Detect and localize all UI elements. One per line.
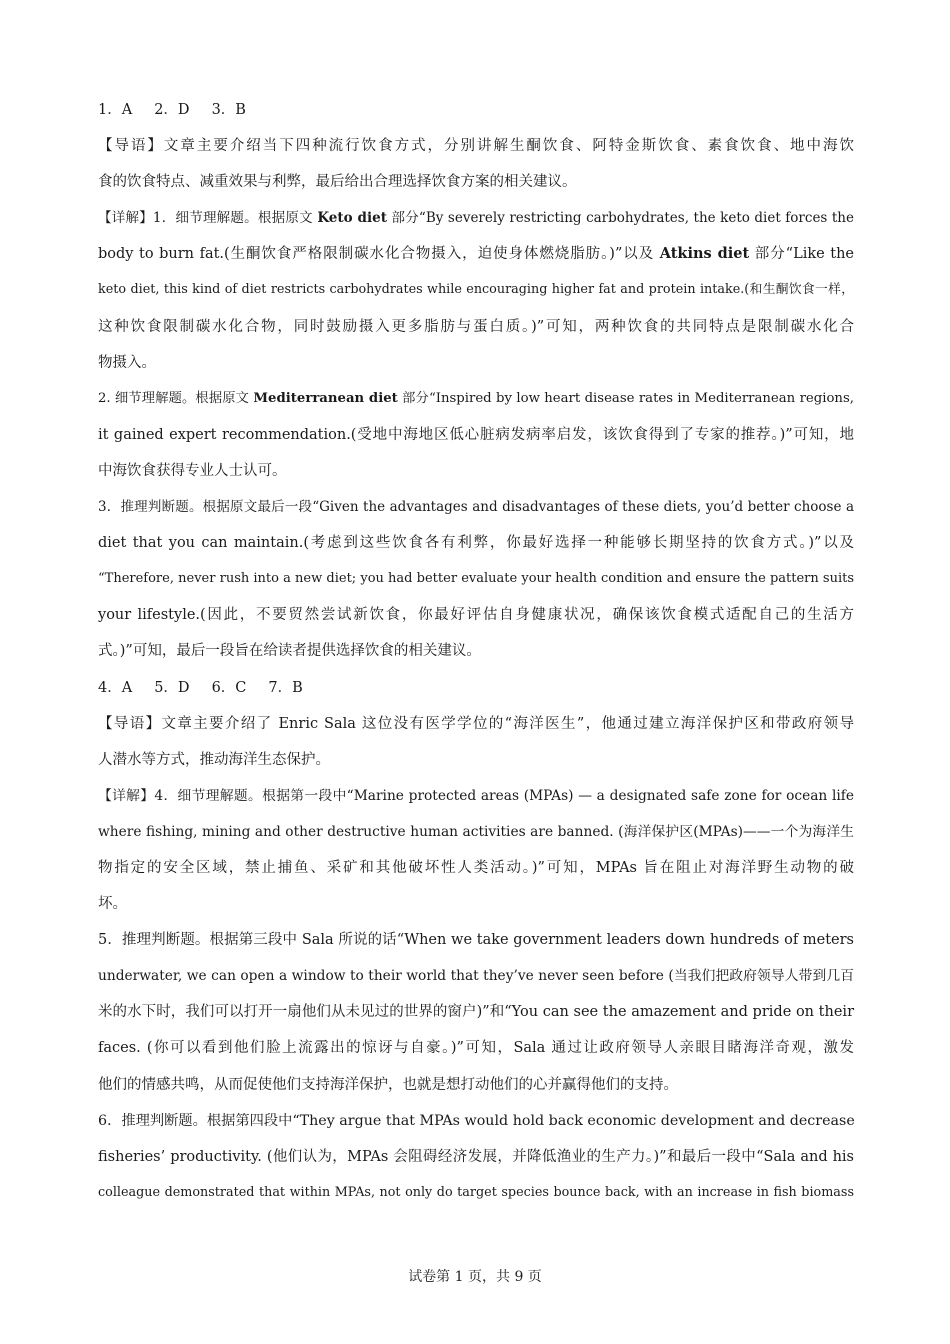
text-line: keto diet, this kind of diet restricts carbohydrates while encouraging higher fat and protein intake.(和生酮饮食一样， (98, 282, 854, 298)
answer-item: 1．A (98, 102, 133, 118)
text-line: 人潜水等方式，推动海洋生态保护。 (98, 751, 330, 768)
answer-item: 2．D (154, 102, 190, 118)
text-line: 【详解】4．细节理解题。根据第一段中“Marine protected areas (MPAs) — a designated safe zone for ocean life (98, 787, 854, 804)
text-line (98, 200, 854, 236)
answer-item: 7．B (268, 679, 303, 696)
text-line: 坏。 (98, 896, 127, 913)
text-line: 物指定的安全区域，禁止捕鱼、采矿和其他破坏性人类活动。)”可知，MPAs 旨在阻止对海洋野生动物的破 (98, 859, 854, 876)
section-name-bold: Atkins diet (659, 245, 750, 263)
text-line: 式。)”可知，最后一段旨在给读者提供选择饮食的相关建议。 (98, 643, 481, 660)
answer-item: 3．B (211, 102, 246, 118)
answer-row-1 (98, 92, 854, 128)
text-line: 米的水下时，我们可以打开一扇他们从未见过的世界的窗户)”和“You can see the amazement and pride on their (98, 1004, 854, 1021)
text-line: faces. (你可以看到他们脸上流露出的惊讶与自豪。)”可知，Sala 通过让政府领导人亲眼目睹海洋奇观，激发 (98, 1040, 854, 1057)
text-line: diet that you can maintain.(考虑到这些饮食各有利弊，你最好选择一种能够长期坚持的饮食方式。)”以及 (98, 535, 854, 552)
text-span: 部分“Inspired by low heart disease rates in Mediterranean regions, (397, 390, 854, 406)
text-line: 5．推理判断题。根据第三段中 Sala 所说的话“When we take government leaders down hundreds of meters (98, 932, 854, 949)
text-span: 部分“By severely restricting carbohydrates, the keto diet forces the (386, 210, 854, 227)
text-line: your lifestyle.(因此，不要贸然尝试新饮食，你最好评估自身健康状况，确保该饮食模式适配自己的生活方 (98, 607, 854, 624)
answer-item: 4．A (98, 679, 133, 696)
document-body (98, 92, 854, 1211)
text-line: 食的饮食特点、减重效果与利弊，最后给出合理选择饮食方案的相关建议。 (98, 174, 577, 191)
section-name-bold: Mediterranean diet (253, 390, 398, 406)
answer-item: 5．D (154, 679, 190, 696)
text-line: 【导语】文章主要介绍当下四种流行饮食方式，分别讲解生酮饮食、阿特金斯饮食、素食饮食、地中海饮 (98, 138, 854, 155)
text-span: 部分“Like the (749, 246, 854, 263)
text-line: 【导语】文章主要介绍了 Enric Sala 这位没有医学学位的“海洋医生”，他通过建立海洋保护区和带政府领导 (98, 715, 854, 732)
page-footer: 试卷第 1 页，共 9 页 (408, 1269, 542, 1285)
text-line: colleague demonstrated that within MPAs, not only do target species bounce back, with an increase in fish biomass (98, 1184, 854, 1200)
answer-item: 6．C (211, 679, 247, 696)
section-name-bold: Keto diet (317, 210, 387, 227)
text-span: 【详解】1．细节理解题。根据原文 (98, 210, 318, 227)
text-line: 他们的情感共鸣，从而促使他们支持海洋保护，也就是想打动他们的心并赢得他们的支持。 (98, 1076, 678, 1093)
answer-row-2 (98, 670, 854, 706)
text-line: 中海饮食获得专业人士认可。 (98, 462, 287, 479)
text-line: where fishing, mining and other destructive human activities are banned. (海洋保护区(MPAs)——一个为海洋生 (98, 823, 854, 840)
text-line: it gained expert recommendation.(受地中海地区低心脏病发病率启发，该饮食得到了专家的推荐。)”可知，地 (98, 426, 854, 443)
text-span: 2. 细节理解题。根据原文 (98, 390, 254, 406)
text-line: 这种饮食限制碳水化合物，同时鼓励摄入更多脂肪与蛋白质。)”可知，两种饮食的共同特点是限制碳水化合 (98, 318, 854, 335)
text-span: body to burn fat.(生酮饮食严格限制碳水化合物摄入，迫使身体燃烧脂肪。)”以及 (98, 246, 660, 263)
text-line: 物摄入。 (98, 354, 156, 371)
text-line: underwater, we can open a window to their world that they’ve never seen before (当我们把政府领导人带到几百 (98, 968, 854, 985)
text-line: “Therefore, never rush into a new diet; you had better evaluate your health condition and ensure the pattern suits (98, 571, 854, 587)
text-line: 6．推理判断题。根据第四段中“They argue that MPAs would hold back economic development and decrease (98, 1112, 855, 1129)
text-line: 3．推理判断题。根据原文最后一段“Given the advantages and disadvantages of these diets, you’d better choose a (98, 499, 854, 516)
text-line: fisheries’ productivity. (他们认为，MPAs 会阻碍经济发展，并降低渔业的生产力。)”和最后一段中“Sala and his (98, 1148, 854, 1165)
text-line (98, 381, 854, 417)
text-line (98, 236, 854, 272)
